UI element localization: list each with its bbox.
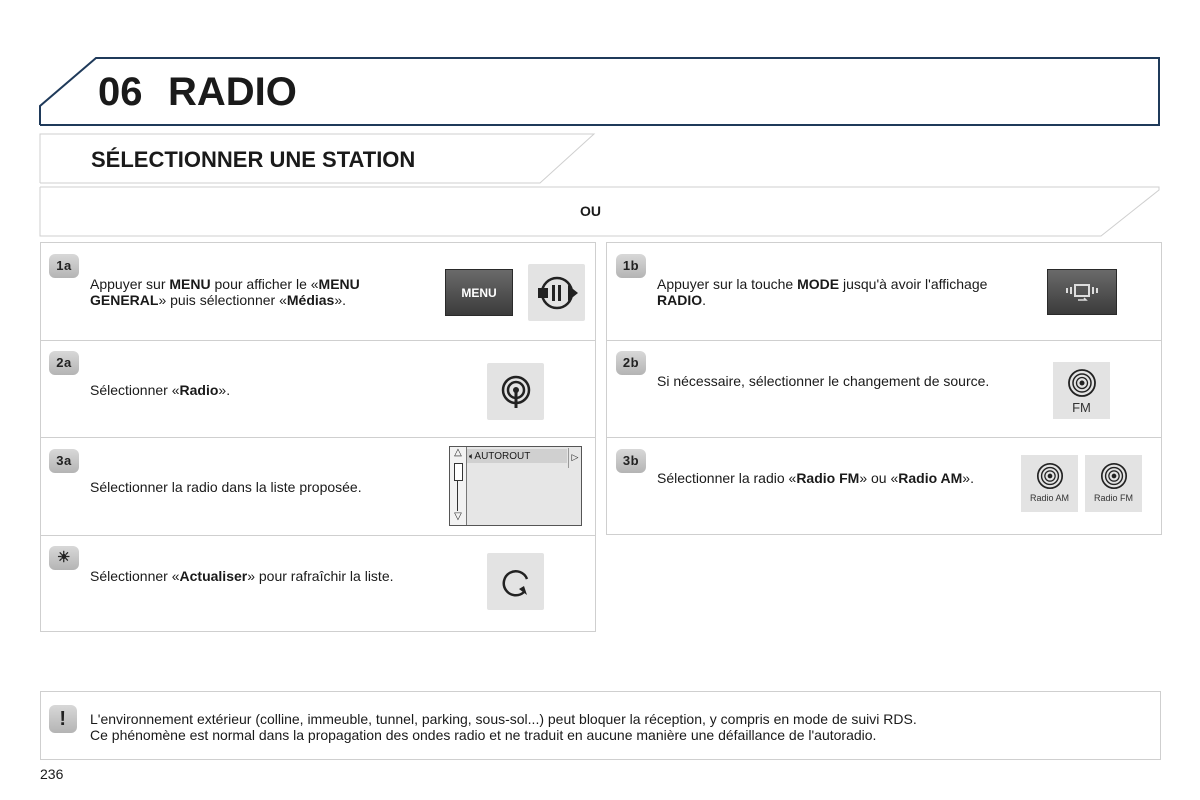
chapter-number: 06	[98, 70, 143, 114]
scroll-thumb[interactable]	[454, 463, 463, 481]
station-list-widget[interactable]	[449, 446, 582, 526]
step-1a-text: Appuyer sur MENU pour afficher le «MENU GENERAL» puis sélectionner «Médias».	[90, 276, 360, 308]
step-badge-3a: 3a	[49, 449, 79, 473]
scroll-down-icon[interactable]: ▽	[454, 511, 462, 522]
step-badge-1b: 1b	[616, 254, 646, 278]
radio-fm-label: Radio FM	[1093, 493, 1133, 503]
step-badge-2a: 2a	[49, 351, 79, 375]
radio-waves-icon	[1066, 367, 1098, 399]
section-title: SÉLECTIONNER UNE STATION	[91, 147, 416, 172]
step-3b-text: Sélectionner la radio «Radio FM» ou «Radio AM».	[657, 470, 974, 486]
fm-source-icon[interactable]	[1053, 362, 1110, 419]
exclamation-icon: !	[49, 705, 77, 733]
list-arrow-icon[interactable]: ▷	[568, 448, 581, 468]
refresh-badge: ☀	[49, 546, 79, 570]
fm-label: FM	[1072, 400, 1091, 415]
or-separator: OU	[580, 203, 601, 219]
radio-antenna-icon[interactable]	[487, 363, 544, 420]
radio-fm-button[interactable]	[1085, 455, 1142, 512]
radio-am-label: Radio AM	[1029, 493, 1070, 503]
step-1b-text: Appuyer sur la touche MODE jusqu'à avoir l'affichage RADIO.	[657, 276, 988, 308]
step-badge-1a: 1a	[49, 254, 79, 278]
chapter-title: RADIO	[168, 70, 297, 114]
page-number: 236	[40, 766, 64, 782]
list-scrollbar[interactable]	[450, 447, 467, 525]
refresh-icon[interactable]	[487, 553, 544, 610]
step-badge-3b: 3b	[616, 449, 646, 473]
speaker-icon: 🔈︎	[469, 451, 475, 461]
mode-button-icon[interactable]	[1047, 269, 1117, 315]
scroll-up-icon[interactable]: △	[454, 447, 462, 458]
warning-note-text: L'environnement extérieur (colline, immeuble, tunnel, parking, sous-sol...) peut bloquer la réception, y compris en mode de suivi RDS. Ce phénomène est normal dans la propagation des ondes radio et ne traduit en aucune manière une défaillance de l'autoradio.	[90, 711, 917, 743]
radio-waves-icon	[1035, 461, 1065, 491]
menu-button[interactable]: MENU	[445, 269, 513, 316]
step-3a-text: Sélectionner la radio dans la liste proposée.	[90, 479, 362, 495]
step-2b-text: Si nécessaire, sélectionner le changement de source.	[657, 373, 990, 389]
list-item[interactable]: 🔈︎AUTOROUT	[467, 449, 567, 463]
step-2a-text: Sélectionner «Radio».	[90, 382, 231, 398]
radio-am-button[interactable]	[1021, 455, 1078, 512]
radio-waves-icon	[1099, 461, 1129, 491]
step-badge-2b: 2b	[616, 351, 646, 375]
step-refresh-text: Sélectionner «Actualiser» pour rafraîchir la liste.	[90, 568, 394, 584]
play-pause-icon[interactable]	[528, 264, 585, 321]
